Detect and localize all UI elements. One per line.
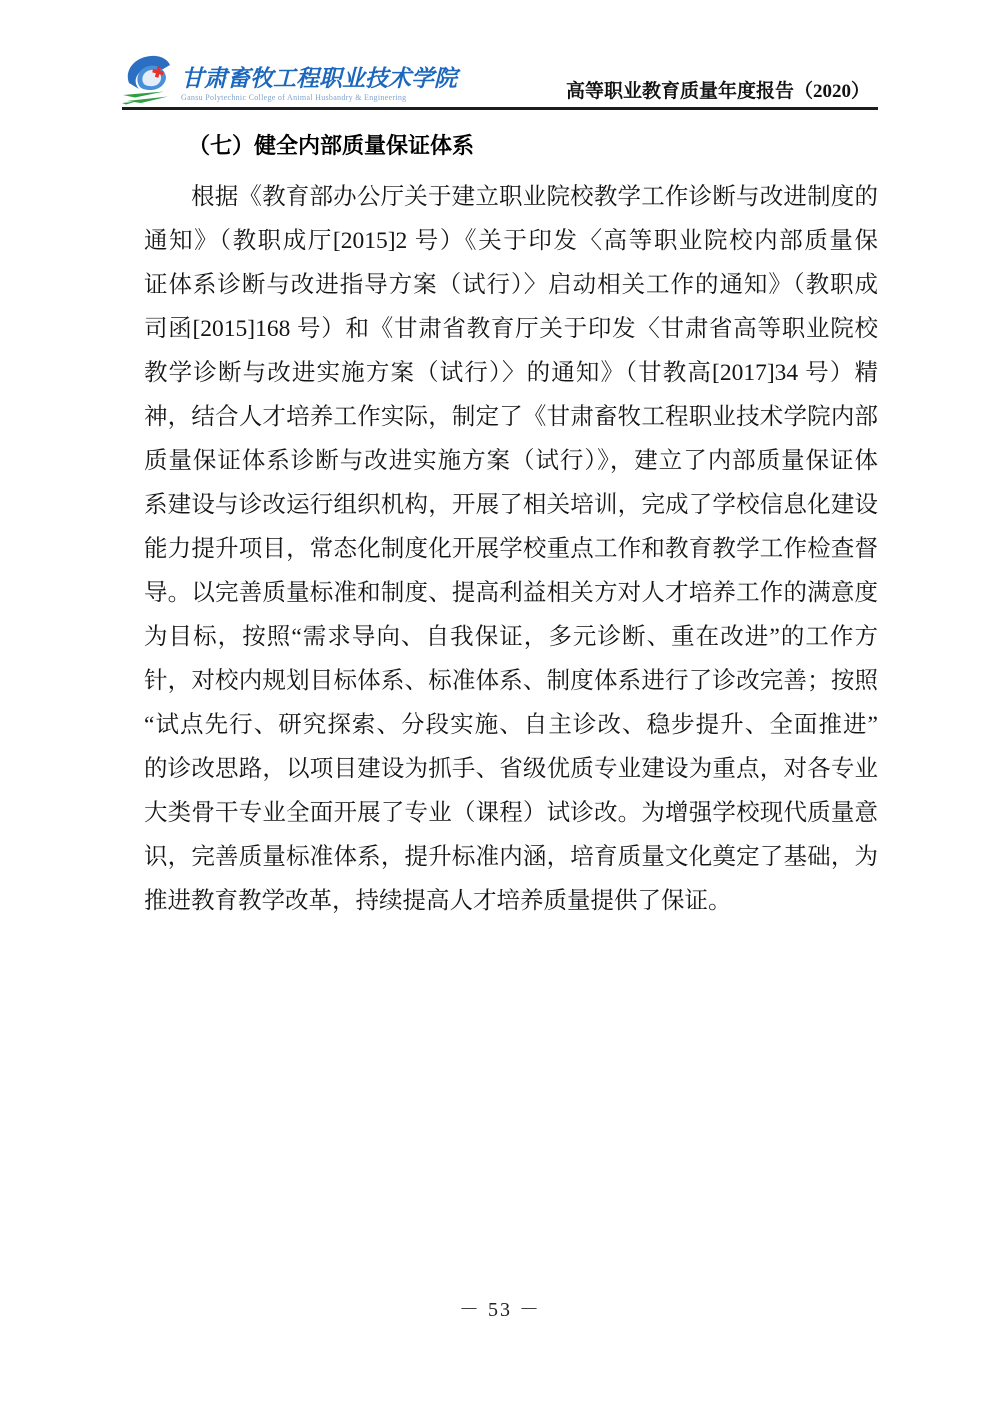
paragraph-line: 系建设与诊改运行组织机构，开展了相关培训，完成了学校信息化建设	[144, 492, 878, 518]
section-heading: （七）健全内部质量保证体系	[188, 133, 475, 158]
paragraph-line: 通知》（教职成厅[2015]2 号）《关于印发〈高等职业院校内部质量保	[144, 228, 878, 254]
page-body	[144, 131, 878, 923]
paragraph-line: 神，结合人才培养工作实际，制定了《甘肃畜牧工程职业技术学院内部	[144, 404, 878, 430]
paragraph-line: 识，完善质量标准体系，提升标准内涵，培育质量文化奠定了基础，为	[144, 844, 878, 870]
college-logo-icon	[122, 51, 176, 105]
paragraph-line: 教学诊断与改进实施方案（试行）〉的通知》（甘教高[2017]34 号）精	[144, 360, 878, 386]
section-paragraph	[144, 175, 878, 923]
paragraph-line: “试点先行、研究探索、分段实施、自主诊改、稳步提升、全面推进”	[144, 712, 878, 738]
paragraph-line: 导。以完善质量标准和制度、提高利益相关方对人才培养工作的满意度	[144, 580, 878, 606]
paragraph-line: 的诊改思路，以项目建设为抓手、省级优质专业建设为重点，对各专业	[144, 756, 878, 782]
paragraph-line: 质量保证体系诊断与改进实施方案（试行）》，建立了内部质量保证体	[144, 448, 878, 474]
paragraph-line: 证体系诊断与改进指导方案（试行）〉启动相关工作的通知》（教职成	[144, 272, 878, 298]
paragraph-line: 推进教育教学改革，持续提高人才培养质量提供了保证。	[144, 888, 732, 914]
paragraph-line: 根据《教育部办公厅关于建立职业院校教学工作诊断与改进制度的	[191, 184, 878, 210]
page-header	[122, 0, 878, 110]
paragraph-line: 能力提升项目，常态化制度化开展学校重点工作和教育教学工作检查督	[144, 536, 878, 562]
paragraph-line: 大类骨干专业全面开展了专业（课程）试诊改。为增强学校现代质量意	[144, 800, 878, 826]
college-name-en: Gansu Polytechnic College of Animal Husbandry & Engineering	[181, 93, 407, 102]
paragraph-line: 司函[2015]168 号）和《甘肃省教育厅关于印发〈甘肃省高等职业院校	[144, 316, 878, 342]
paragraph-line: 针，对校内规划目标体系、标准体系、制度体系进行了诊改完善；按照	[144, 668, 878, 694]
college-logo-text	[181, 65, 457, 105]
page-number: － 53 －	[459, 1299, 541, 1321]
college-logo	[122, 51, 457, 107]
report-title: 高等职业教育质量年度报告（2020）	[565, 81, 870, 102]
college-name-zh: 甘肃畜牧工程职业技术学院	[181, 66, 457, 91]
page-footer	[0, 1293, 1000, 1322]
paragraph-line: 为目标，按照“需求导向、自我保证，多元诊断、重在改进”的工作方	[144, 624, 878, 650]
